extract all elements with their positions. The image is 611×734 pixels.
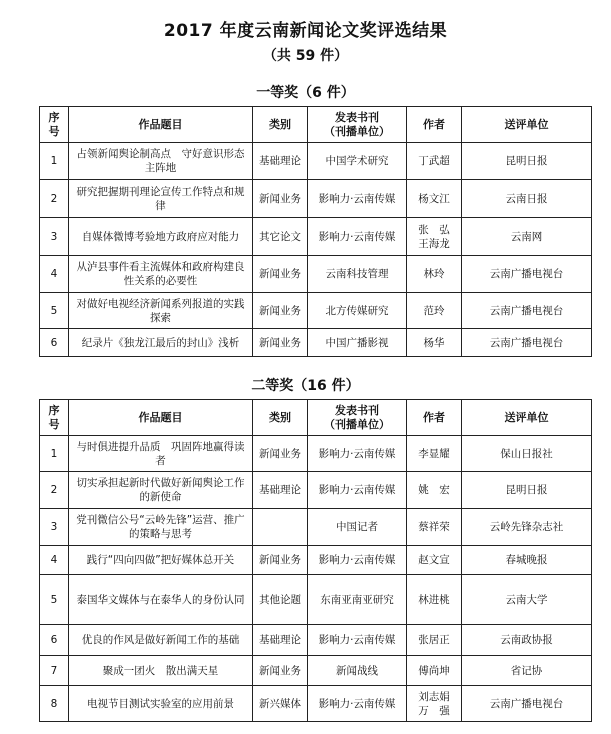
first-prize-heading: 一等奖（6 件） [256,85,355,101]
cell-category: 新闻业务 [253,656,308,686]
cell-journal: 影响力·云南传媒 [308,686,407,722]
cell-unit: 春城晚报 [462,546,592,575]
cell-author: 蔡祥荣 [407,509,462,546]
cell-unit: 昆明日报 [462,472,592,509]
cell-author: 姚 宏 [407,472,462,509]
table-row [40,218,592,256]
cell-author: 张居正 [407,625,462,656]
cell-category: 其他论题 [253,575,308,625]
cell-author: 丁武超 [407,143,462,180]
cell-no: 3 [40,509,69,546]
first-prize-table [39,106,592,357]
cell-journal: 东南亚南亚研究 [308,575,407,625]
cell-author: 杨文江 [407,180,462,218]
cell-category: 基础理论 [253,472,308,509]
cell-no: 7 [40,656,69,686]
cell-category: 新闻业务 [253,256,308,293]
cell-category: 新兴媒体 [253,686,308,722]
col-header-unit: 送评单位 [462,400,592,436]
cell-no: 1 [40,143,69,180]
table-row [40,546,592,575]
cell-category: 基础理论 [253,625,308,656]
second-prize-heading: 二等奖（16 件） [251,378,360,394]
cell-work: 聚成一团火 散出满天星 [69,656,253,686]
col-header-author: 作者 [407,400,462,436]
table-row [40,656,592,686]
cell-author: 张 弘 王海龙 [407,218,462,256]
table-row [40,256,592,293]
cell-author: 赵文宣 [407,546,462,575]
table-row [40,509,592,546]
col-header-journal: 发表书刊 （刊播单位） [308,107,407,143]
cell-category [253,509,308,546]
table-row [40,472,592,509]
cell-no: 1 [40,436,69,472]
cell-author: 范玲 [407,293,462,329]
cell-no: 3 [40,218,69,256]
cell-work: 纪录片《独龙江最后的封山》浅析 [69,329,253,357]
cell-no: 8 [40,686,69,722]
cell-unit: 云南广播电视台 [462,256,592,293]
cell-journal: 北方传媒研究 [308,293,407,329]
second-prize-table [39,399,592,722]
table-row [40,575,592,625]
cell-work: 践行“四向四做”把好媒体总开关 [69,546,253,575]
cell-journal: 影响力·云南传媒 [308,436,407,472]
cell-work: 电视节目测试实验室的应用前景 [69,686,253,722]
cell-work: 党刊微信公号“云岭先锋”运营、推广的策略与思考 [69,509,253,546]
document-subtitle: （共 59 件） [262,48,349,64]
col-header-category: 类别 [253,107,308,143]
cell-no: 6 [40,625,69,656]
cell-work: 从泸县事件看主流媒体和政府构建良性关系的必要性 [69,256,253,293]
cell-journal: 影响力·云南传媒 [308,218,407,256]
cell-work: 对做好电视经济新闻系列报道的实践探索 [69,293,253,329]
cell-journal: 新闻战线 [308,656,407,686]
cell-category: 其它论文 [253,218,308,256]
cell-no: 2 [40,180,69,218]
cell-author: 杨华 [407,329,462,357]
cell-no: 4 [40,546,69,575]
cell-unit: 云南广播电视台 [462,329,592,357]
cell-work: 占领新闻舆论制高点 守好意识形态主阵地 [69,143,253,180]
cell-work: 研究把握期刊理论宣传工作特点和规律 [69,180,253,218]
col-header-unit: 送评单位 [462,107,592,143]
cell-author: 傅尚坤 [407,656,462,686]
table-row [40,143,592,180]
cell-author: 刘志娟 万 强 [407,686,462,722]
cell-author: 李显耀 [407,436,462,472]
cell-category: 新闻业务 [253,180,308,218]
cell-category: 新闻业务 [253,436,308,472]
cell-unit: 保山日报社 [462,436,592,472]
cell-category: 新闻业务 [253,546,308,575]
cell-work: 泰国华文媒体与在泰华人的身份认同 [69,575,253,625]
cell-no: 2 [40,472,69,509]
table-row [40,686,592,722]
cell-category: 新闻业务 [253,329,308,357]
cell-unit: 昆明日报 [462,143,592,180]
table-row [40,625,592,656]
cell-unit: 云南大学 [462,575,592,625]
cell-author: 林玲 [407,256,462,293]
col-header-work: 作品题目 [69,107,253,143]
cell-author: 林进桃 [407,575,462,625]
table-row [40,329,592,357]
cell-journal: 影响力·云南传媒 [308,472,407,509]
cell-journal: 中国记者 [308,509,407,546]
cell-unit: 云南网 [462,218,592,256]
cell-journal: 云南科技管理 [308,256,407,293]
cell-journal: 中国广播影视 [308,329,407,357]
cell-journal: 影响力·云南传媒 [308,180,407,218]
col-header-journal: 发表书刊 （刊播单位） [308,400,407,436]
cell-no: 5 [40,575,69,625]
cell-category: 基础理论 [253,143,308,180]
cell-no: 5 [40,293,69,329]
cell-unit: 省记协 [462,656,592,686]
cell-unit: 云南政协报 [462,625,592,656]
cell-unit: 云南日报 [462,180,592,218]
document-title: 2017 年度云南新闻论文奖评选结果 [163,21,448,41]
col-header-no: 序 号 [40,400,69,436]
cell-category: 新闻业务 [253,293,308,329]
cell-unit: 云南广播电视台 [462,293,592,329]
col-header-work: 作品题目 [69,400,253,436]
table-row [40,436,592,472]
table-row [40,293,592,329]
cell-unit: 云岭先锋杂志社 [462,509,592,546]
cell-work: 优良的作风是做好新闻工作的基础 [69,625,253,656]
cell-journal: 影响力·云南传媒 [308,546,407,575]
cell-work: 与时俱进提升品质 巩固阵地赢得读者 [69,436,253,472]
cell-no: 6 [40,329,69,357]
cell-unit: 云南广播电视台 [462,686,592,722]
cell-work: 切实承担起新时代做好新闻舆论工作的新使命 [69,472,253,509]
cell-journal: 中国学术研究 [308,143,407,180]
col-header-author: 作者 [407,107,462,143]
col-header-no: 序 号 [40,107,69,143]
cell-no: 4 [40,256,69,293]
table-row [40,180,592,218]
col-header-category: 类别 [253,400,308,436]
cell-journal: 影响力·云南传媒 [308,625,407,656]
cell-work: 自媒体微博考验地方政府应对能力 [69,218,253,256]
